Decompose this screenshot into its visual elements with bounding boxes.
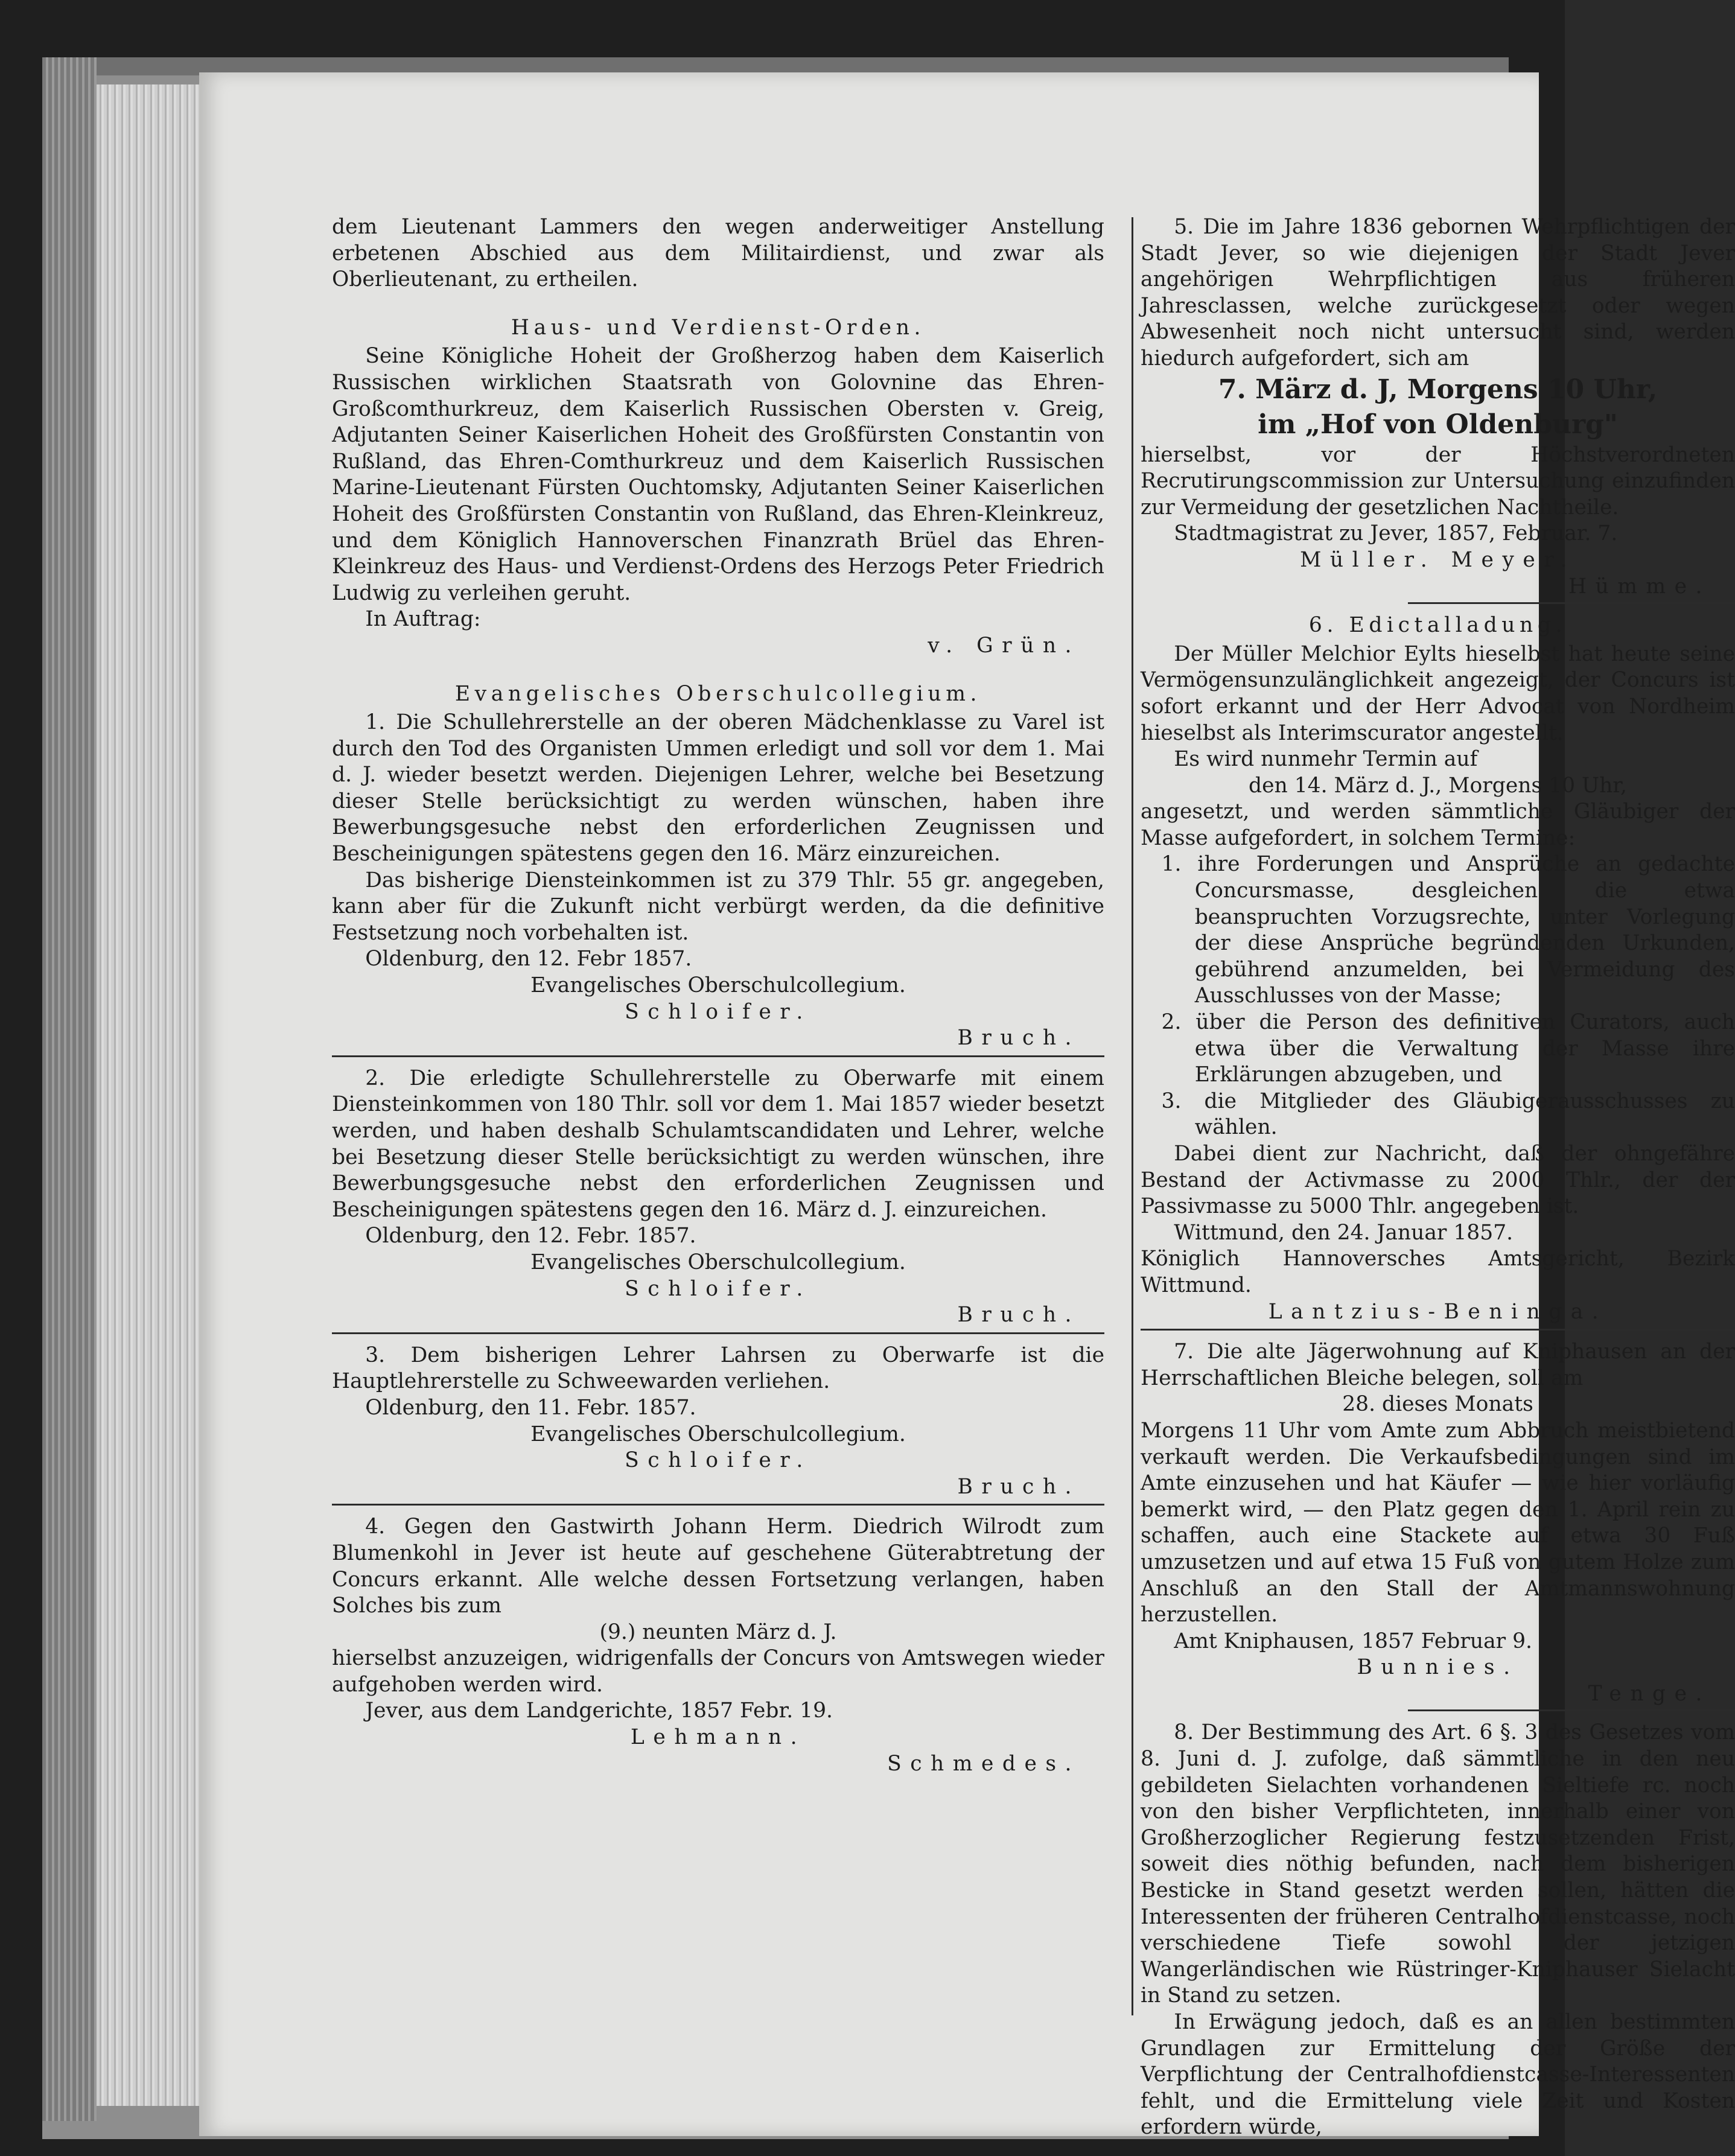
notice-1-signature-1: Schloifer.	[625, 999, 812, 1024]
column-divider	[1132, 217, 1133, 2015]
page-stack-edge	[97, 84, 205, 2106]
separator-rule	[332, 1332, 1104, 1334]
notice-6-body-4: Dabei dient zur Nachricht, daß der ohngefähre Bestand der Activmasse zu 2000 Thlr., der der Passivmasse zu 5000 Thlr. angegeben ist.	[1141, 1142, 1735, 1219]
continuation-text: dem Lieutenant Lammers den wegen anderweitiger Anstellung erbetenen Abschied aus dem Militairdienst, und zwar als Oberlieutenant, zu ertheilen.	[332, 215, 1104, 292]
book-spine-edge	[42, 57, 97, 2121]
notice-5-date-line: 7. März d. J, Morgens 10 Uhr,	[1218, 374, 1658, 405]
notice-7-date-line: 28. dieses Monats	[1342, 1392, 1533, 1417]
notice-7-place: Amt Kniphausen, 1857 Februar 9.	[1174, 1629, 1533, 1653]
notice-8-body: 8. Der Bestimmung des Art. 6 §. 3 des Gesetzes vom 8. Juni d. J. zufolge, daß sämmtliche in den neu gebildeten Sielachten vorhandenen Sieltiefe rc. noch von den bisher Verpflichteten, innerhalb einer von Großherzoglicher Regierung festzusetzenden Frist, soweit dies nöthig befunden, nach dem bisherigen Besticke in Stand gesetzt werden sollen, hätten die Interessenten der früheren Centralhofdienstcasse, noch verschiedene Tiefe sowohl der jetzigen Wangerländischen wie Rüstringer-Kniphauser Sielacht in Stand zu setzen.	[1141, 1720, 1735, 2008]
notice-6-body-3: angesetzt, und werden sämmtliche Gläubiger der Masse aufgefordert, in solchem Termine:	[1141, 800, 1735, 850]
orden-title: Haus- und Verdienst-Orden.	[511, 315, 926, 340]
separator-rule	[332, 1055, 1104, 1057]
separator-rule	[1408, 1709, 1735, 1711]
notice-3-date: Oldenburg, den 11. Febr. 1857.	[365, 1395, 696, 1420]
notice-7-signature-1: Bunnies.	[1357, 1655, 1519, 1680]
notice-1-body-2: Das bisherige Diensteinkommen ist zu 379 Thlr. 55 gr. angegeben, kann aber für die Zukunft nicht verbürgt werden, da die definitive Festsetzung noch vorbehalten ist.	[332, 868, 1104, 945]
notice-6-title: 6. Edictalladung.	[1308, 613, 1567, 638]
notice-6-body: Der Müller Melchior Eylts hieselbst hat heute seine Vermögensunzulänglichkeit angezeigt, der Concurs ist sofort erkannt und der Herr Advocat von Nordheim hieselbst als Interimscurator angestellt.	[1141, 641, 1735, 745]
notice-6-signature: Lantzius-Beninga.	[1268, 1299, 1608, 1324]
notice-2-signature-2: Bruch.	[957, 1303, 1080, 1328]
notice-6-body-2: Es wird nunmehr Termin auf	[1174, 747, 1478, 772]
notice-4-body: 4. Gegen den Gastwirth Johann Herm. Diedrich Wilrodt zum Blumenkohl in Jever ist heute auf geschehene Güterabtretung der Concurs erkannt. Alle welche dessen Fortsetzung verlangen, haben Solches bis zum	[332, 1515, 1104, 1618]
notice-6-date-line: den 14. März d. J., Morgens 10 Uhr,	[1249, 773, 1627, 798]
notice-7-body: 7. Die alte Jägerwohnung auf Kniphausen an der Herrschaftlichen Bleiche belegen, soll am	[1141, 1340, 1735, 1390]
notice-1-org: Evangelisches Oberschulcollegium.	[530, 973, 906, 998]
notice-7-body-2: Morgens 11 Uhr vom Amte zum Abbruch meistbietend verkauft werden. Die Verkaufsbedingungen sind im Amte einzusehen und hat Käufer — wie hier vorläufig bemerkt wird, — den Platz gegen den 1. April rein zu schaffen, auch eine Stackete auf etwa 30 Fuß umzusetzen und auf etwa 15 Fuß von gutem Holze zum Anschluß an den Stall der Amtmannswohnung herzustellen.	[1141, 1418, 1735, 1627]
notice-5-signature-1: Müller. Meyer.	[1300, 547, 1576, 572]
notice-4-date-line: (9.) neunten März d. J.	[599, 1620, 837, 1644]
schulcollegium-title: Evangelisches Oberschulcollegium.	[454, 681, 982, 706]
notice-3-body: 3. Dem bisherigen Lehrer Lahrsen zu Oberwarfe ist die Hauptlehrerstelle zu Schweewarden verliehen.	[332, 1343, 1104, 1394]
notice-6-item-2: 2. über die Person des definitiven Curators, auch etwa über die Verwaltung der Masse ihre Erklärungen abzugeben, und	[1161, 1010, 1735, 1087]
document-page	[199, 72, 1735, 2140]
orden-auftrag: In Auftrag:	[365, 607, 481, 632]
notice-4-signature-1: Lehmann.	[630, 1725, 806, 1750]
notice-1-signature-2: Bruch.	[957, 1026, 1080, 1051]
right-column	[1141, 214, 1735, 2141]
notice-5-signature-2: Hümme.	[1568, 574, 1711, 599]
orden-signature: v. Grün.	[928, 633, 1080, 658]
notice-1-date: Oldenburg, den 12. Febr 1857.	[365, 947, 692, 971]
separator-rule	[1141, 1329, 1735, 1331]
notice-8-body-2: In Erwägung jedoch, daß es an allen bestimmten Grundlagen zur Ermittelung der Größe der Verpflichtung der Centralhofdienstcasse-Interessenten fehlt, und die Ermittelung viele Zeit und Kosten erfordern würde,	[1141, 2010, 1735, 2140]
notice-5-body-2: hierselbst, vor der Höchstverordneten Recrutirungscommission zur Untersuchung einzufinden zur Vermeidung der gesetzlichen Nachtheile.	[1141, 442, 1735, 520]
notice-4-body-2: hierselbst anzuzeigen, widrigenfalls der Concurs von Amtswegen wieder aufgehoben werden wird.	[332, 1646, 1104, 1697]
notice-2-date: Oldenburg, den 12. Febr. 1857.	[365, 1224, 696, 1248]
notice-5-place: Stadtmagistrat zu Jever, 1857, Februar. 7.	[1174, 521, 1618, 546]
notice-2-org: Evangelisches Oberschulcollegium.	[530, 1250, 906, 1274]
notice-3-org: Evangelisches Oberschulcollegium.	[530, 1422, 906, 1446]
separator-rule	[332, 1504, 1104, 1506]
separator-rule	[1408, 602, 1735, 604]
notice-5-body: 5. Die im Jahre 1836 gebornen Wehrpflichtigen der Stadt Jever, so wie diejenigen der Stadt Jever angehörigen Wehrpflichtigen aus früheren Jahresclassen, welche zurückgesetzt oder wegen Abwesenheit noch nicht untersucht sind, werden hiedurch aufgefordert, sich am	[1141, 215, 1735, 370]
notice-1-body: 1. Die Schullehrerstelle an der oberen Mädchenklasse zu Varel ist durch den Tod des Organisten Ummen erledigt und soll vor dem 1. Mai d. J. wieder besetzt werden. Diejenigen Lehrer, welche bei Besetzung dieser Stelle berücksichtigt zu werden wünschen, haben ihre Bewerbungsgesuche nebst den erforderlichen Zeugnissen und Bescheinigungen spätestens gegen den 16. März einzureichen.	[332, 710, 1104, 867]
notice-4-signature-2: Schmedes.	[887, 1751, 1080, 1776]
notice-6-item-3: 3. die Mitglieder des Gläubigerausschusses zu wählen.	[1161, 1089, 1735, 1140]
notice-6-date: Wittmund, den 24. Januar 1857.	[1174, 1220, 1514, 1245]
left-column	[332, 214, 1104, 1777]
orden-body: Seine Königliche Hoheit der Großherzog haben dem Kaiserlich Russischen wirklichen Staatsrath von Golovnine das Ehren-Großcomthurkreuz, dem Kaiserlich Russischen Obersten v. Greig, Adjutanten Seiner Kaiserlichen Hoheit des Großfürsten Constantin von Rußland, das Ehren-Comthurkreuz und dem Kaiserlich Russischen Marine-Lieutenant Fürsten Ouchtomsky, Adjutanten Seiner Kaiserlichen Hoheit des Großfürsten Constantin von Rußland, das Ehren-Kleinkreuz, und dem Königlich Hannoverschen Finanzrath Brüel das Ehren-Kleinkreuz des Haus- und Verdienst-Ordens des Herzogs Peter Friedrich Ludwig zu verleihen geruht.	[332, 344, 1104, 605]
notice-5-place-line: im „Hof von Oldenburg"	[1258, 409, 1618, 440]
notice-6-item-1: 1. ihre Forderungen und Ansprüche an gedachte Concursmasse, desgleichen die etwa beanspruchten Vorzugsrechte, unter Vorlegung der diese Ansprüche begründenden Urkunden, gebührend anzumelden, bei Vermeidung des Ausschlusses von der Masse;	[1161, 852, 1735, 1008]
notice-4-place: Jever, aus dem Landgerichte, 1857 Febr. 19.	[365, 1699, 833, 1723]
notice-3-signature-2: Bruch.	[957, 1474, 1080, 1499]
notice-2-body: 2. Die erledigte Schullehrerstelle zu Oberwarfe mit einem Diensteinkommen von 180 Thlr. soll vor dem 1. Mai 1857 wieder besetzt werden, und haben deshalb Schulamtscandidaten und Lehrer, welche bei Besetzung dieser Stelle berücksichtigt zu werden wünschen, ihre Bewerbungsgesuche nebst den erforderlichen Zeugnissen und Bescheinigungen spätestens gegen den 16. März d. J. einzureichen.	[332, 1066, 1104, 1222]
notice-7-signature-2: Tenge.	[1588, 1681, 1711, 1706]
notice-3-signature-1: Schloifer.	[625, 1448, 812, 1473]
notice-6-org: Königlich Hannoversches Amtsgericht, Bezirk Wittmund.	[1141, 1247, 1735, 1297]
notice-2-signature-1: Schloifer.	[625, 1276, 812, 1301]
